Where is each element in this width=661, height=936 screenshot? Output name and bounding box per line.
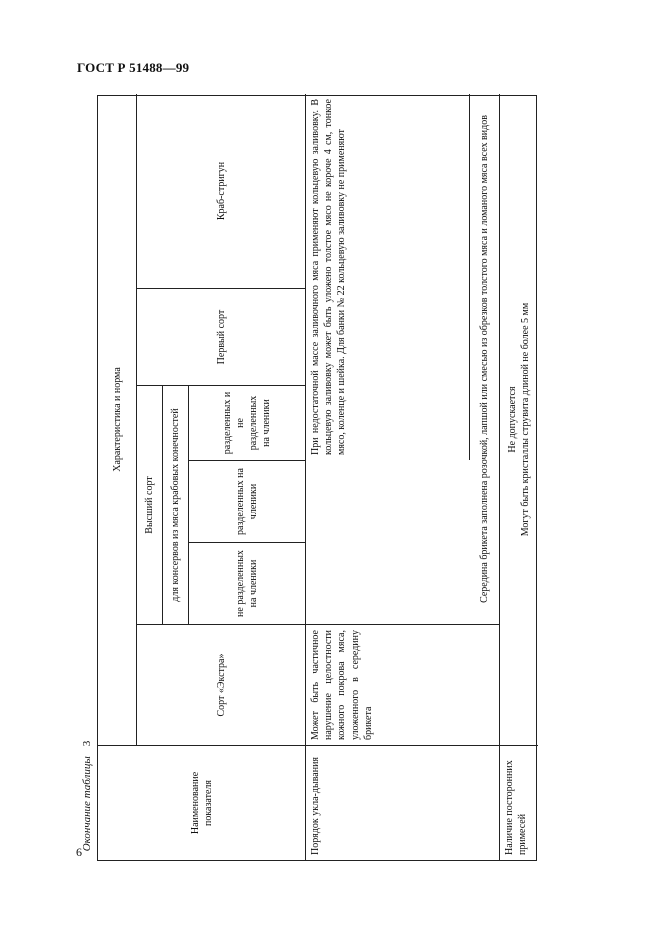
table-container bbox=[97, 95, 537, 861]
header-for-limbs: для консервов из мяса крабовых конечностей bbox=[163, 385, 189, 624]
header-crab-stringun: Краб-стригун bbox=[137, 94, 306, 288]
row-laying-order-group bbox=[306, 94, 500, 624]
caption-prefix: Окончание таблицы bbox=[81, 755, 93, 851]
row-impurities-not-allowed: Не допускается bbox=[507, 386, 518, 453]
caption-number: 3 bbox=[81, 740, 93, 746]
header-grade-extra: Сорт «Экстра» bbox=[137, 624, 306, 745]
characteristics-table bbox=[97, 95, 537, 861]
row-laying-order-briquette-note: Середина брикета заполнена розочкой, лапшой или смесью из обрезков толстого мяса и ломаного мяса всех видов bbox=[478, 115, 490, 603]
row-laying-order-highest-divided: При недостаточной массе заливочного мяса применяют кольцевую заливовку. В кольцевую заливовку может быть уложено толстое мясо не короче 4 см, тонкое мясо, коленце и шейка. Для банки № 22 кольцевую заливовку не применяют bbox=[306, 94, 470, 460]
row-impurities-struvite: Могут быть кристаллы струвита длиной не более 5 мм bbox=[520, 302, 531, 537]
page-number: 6 bbox=[76, 845, 82, 859]
header-indicator-name: Наименование показателя bbox=[98, 745, 306, 860]
header-characteristics: Характеристика и норма bbox=[98, 94, 137, 745]
row-impurities-values bbox=[500, 94, 538, 745]
row-laying-order-extra: Может быть частичное нарушение целостности кожного покрова мяса, уложенного в середину брикета bbox=[306, 624, 500, 745]
header-grade-highest: Высший сорт bbox=[137, 385, 163, 624]
laying-order-group-layout bbox=[306, 94, 499, 624]
table-caption bbox=[77, 740, 97, 851]
row-laying-order-name: Порядок укла-дывания bbox=[306, 745, 500, 860]
header-grade-first: Первый сорт bbox=[137, 288, 306, 385]
row-impurities-name: Наличие посторонних примесей bbox=[500, 745, 538, 860]
header-not-divided: не разделенных на членики bbox=[189, 542, 306, 624]
document-header: ГОСТ Р 51488—99 bbox=[77, 60, 190, 75]
header-divided: разделенных на членики bbox=[189, 460, 306, 542]
header-divided-and-not: разделенных и не разделенных на членики bbox=[189, 385, 306, 460]
